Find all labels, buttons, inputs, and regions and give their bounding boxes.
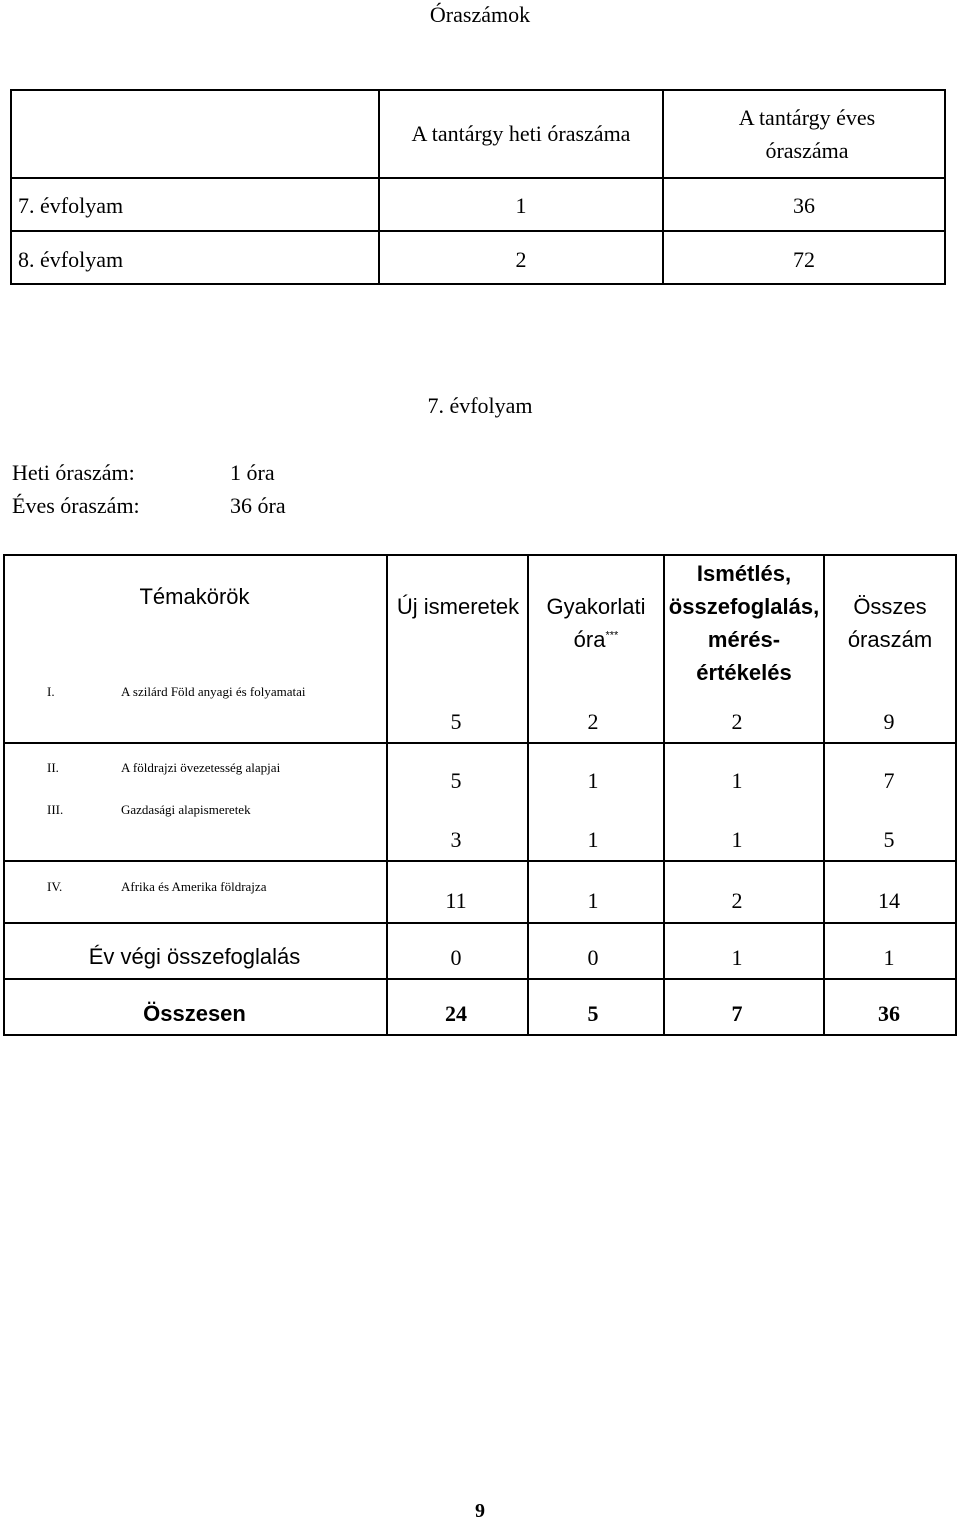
header-review: Ismétlés, összefoglalás, mérés- értékelés xyxy=(668,561,820,685)
row-weekly: 2 xyxy=(515,247,527,272)
total-label: Összesen xyxy=(143,1001,246,1026)
topic-name: Afrika és Amerika földrajza xyxy=(121,879,267,894)
cell-review: 2 xyxy=(731,709,743,734)
cell-practice: 2 xyxy=(587,709,599,734)
row-weekly: 1 xyxy=(515,193,527,218)
topic-number: IV. xyxy=(47,879,63,894)
cell-total: 1 xyxy=(883,945,895,970)
row-yearly: 36 xyxy=(793,193,815,218)
header-practice-label: Gyakorlati óra xyxy=(546,594,646,652)
topic-number: II. xyxy=(47,760,59,775)
cell-new: 11 xyxy=(445,888,467,913)
weekly-hours-value: 1 óra xyxy=(230,460,275,485)
yearly-hours-label: Éves óraszám: xyxy=(12,493,140,518)
page-title: Óraszámok xyxy=(429,2,531,27)
cell-practice: 1 xyxy=(587,888,599,913)
cell-review: 7 xyxy=(731,1001,743,1026)
page-number: 9 xyxy=(475,1500,485,1522)
topic-number: I. xyxy=(47,684,55,699)
cell-new: 5 xyxy=(450,768,462,793)
year-end-label: Év végi összefoglalás xyxy=(88,944,301,969)
cell-practice: 0 xyxy=(587,945,599,970)
cell-total: 9 xyxy=(883,709,895,734)
summary-table xyxy=(10,89,946,285)
header-total: Összes óraszám xyxy=(847,594,933,652)
topics-table xyxy=(3,554,957,1036)
header-yearly: A tantárgy éves óraszáma xyxy=(738,105,876,163)
cell-new: 0 xyxy=(450,945,462,970)
cell-review: 1 xyxy=(731,827,743,852)
topic-number: III. xyxy=(47,802,64,817)
cell-practice: 1 xyxy=(587,827,599,852)
cell-total: 14 xyxy=(878,888,900,913)
row-label: 7. évfolyam xyxy=(18,193,124,218)
cell-new: 24 xyxy=(445,1001,467,1026)
cell-new: 3 xyxy=(450,827,462,852)
topic-name: A földrajzi övezetesség alapjai xyxy=(121,760,281,775)
cell-total: 5 xyxy=(883,827,895,852)
header-practice xyxy=(529,590,663,656)
cell-review: 1 xyxy=(731,945,743,970)
row-label: 8. évfolyam xyxy=(18,247,124,272)
cell-total: 7 xyxy=(883,768,895,793)
weekly-hours-label: Heti óraszám: xyxy=(12,460,135,485)
cell-review: 1 xyxy=(731,768,743,793)
cell-total: 36 xyxy=(878,1001,900,1026)
header-weekly: A tantárgy heti óraszáma xyxy=(411,121,631,146)
cell-practice: 5 xyxy=(587,1001,599,1026)
topic-name: A szilárd Föld anyagi és folyamatai xyxy=(121,684,306,699)
cell-new: 5 xyxy=(450,709,462,734)
row-yearly: 72 xyxy=(793,247,815,272)
header-topics: Témakörök xyxy=(139,584,250,609)
grade-section-title: 7. évfolyam xyxy=(427,393,533,418)
topic-name: Gazdasági alapismeretek xyxy=(121,802,251,817)
header-new: Új ismeretek xyxy=(396,594,520,619)
cell-practice: 1 xyxy=(587,768,599,793)
cell-review: 2 xyxy=(731,888,743,913)
yearly-hours-value: 36 óra xyxy=(230,493,286,518)
header-practice-mark: *** xyxy=(605,629,619,642)
